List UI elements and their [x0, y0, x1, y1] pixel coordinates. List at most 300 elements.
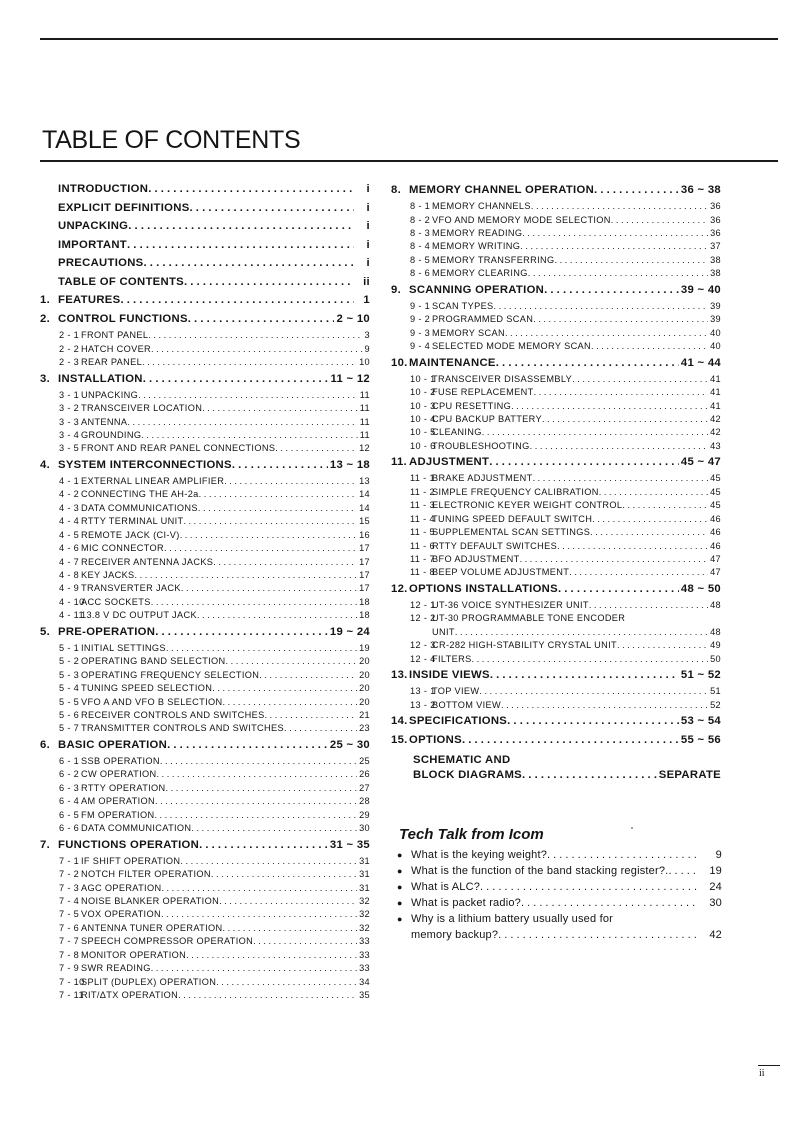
toc-page: 10 [359, 357, 370, 368]
dot-leader [202, 402, 358, 415]
bullet-icon: ● [397, 866, 403, 876]
toc-title: VOX OPERATION [81, 909, 161, 920]
toc-title: SELECTED MODE MEMORY SCAN [432, 341, 592, 352]
toc-page: 49 [710, 640, 721, 651]
toc-section[interactable] [391, 354, 721, 373]
toc-subsection[interactable] [40, 855, 370, 868]
toc-subsection[interactable] [40, 962, 370, 975]
toc-number: 7 - 2 [59, 869, 80, 880]
toc-section[interactable] [40, 291, 370, 310]
toc-subsection[interactable] [391, 499, 721, 512]
toc-title: PRE-OPERATION [58, 625, 156, 638]
toc-title: RTTY TERMINAL UNIT [81, 516, 184, 527]
dot-leader [521, 895, 698, 911]
toc-subsection[interactable] [391, 553, 721, 566]
toc-number: 11 - 6 [410, 540, 435, 551]
dot-leader [180, 529, 357, 542]
bullet-icon: ● [397, 882, 403, 892]
toc-page: 48 ~ 50 [680, 582, 721, 595]
toc-number: 8 - 2 [410, 214, 431, 225]
toc-title: CONNECTING THE AH-2a [81, 489, 199, 500]
toc-left-column [40, 180, 370, 1003]
toc-title: SYSTEM INTERCONNECTIONS [58, 458, 232, 471]
toc-title: CLEANING [432, 427, 482, 438]
toc-subsection[interactable] [391, 699, 721, 712]
toc-number: 6 - 6 [59, 823, 80, 834]
toc-page: 30 [359, 823, 370, 834]
toc-page: 31 [359, 882, 370, 893]
toc-subsection[interactable] [391, 440, 721, 453]
toc-page: 36 [710, 201, 721, 212]
toc-subsection[interactable] [40, 768, 370, 781]
toc-subsection[interactable] [40, 642, 370, 655]
tech-talk-item[interactable] [397, 879, 722, 895]
toc-number: 5. [40, 625, 51, 638]
toc-section[interactable] [391, 666, 721, 685]
page-number: ii [759, 1068, 765, 1079]
toc-subsection[interactable] [391, 240, 721, 253]
toc-subsection[interactable] [40, 669, 370, 682]
dot-leader [199, 836, 328, 855]
toc-section[interactable] [40, 623, 370, 642]
toc-section[interactable] [391, 181, 721, 200]
toc-page: 15 [359, 516, 370, 527]
toc-title: MONITOR OPERATION [81, 949, 187, 960]
toc-number: 5 - 7 [59, 723, 80, 734]
dot-leader [284, 722, 357, 735]
dot-leader [226, 655, 358, 668]
toc-number: 2. [40, 313, 51, 326]
toc-title: SIMPLE FREQUENCY CALIBRATION [432, 486, 599, 497]
toc-subsection[interactable] [391, 386, 721, 399]
toc-number: 3 - 4 [59, 429, 80, 440]
toc-subsection[interactable] [391, 472, 721, 485]
toc-title: REMOTE JACK (CI-V) [81, 529, 180, 540]
toc-subsection[interactable] [40, 949, 370, 962]
toc-number: 9 - 1 [410, 300, 431, 311]
toc-title: MEMORY SCAN [432, 327, 505, 338]
tech-talk-item[interactable] [397, 847, 722, 863]
dot-leader [141, 429, 357, 442]
toc-subsection[interactable] [40, 976, 370, 989]
tech-talk-page: 24 [709, 881, 722, 893]
dot-leader [223, 696, 358, 709]
toc-number: 7 - 6 [59, 922, 80, 933]
toc-title: OPTIONS INSTALLATIONS [409, 582, 558, 595]
toc-subsection[interactable] [391, 300, 721, 313]
toc-subsection[interactable] [40, 542, 370, 555]
toc-subsection[interactable] [391, 639, 721, 652]
toc-page: 42 [710, 413, 721, 424]
tech-talk-item[interactable] [397, 911, 722, 943]
toc-title: ELECTRONIC KEYER WEIGHT CONTROL [432, 500, 623, 511]
toc-section[interactable] [40, 254, 370, 272]
dot-leader [135, 569, 358, 582]
toc-subsection[interactable] [391, 267, 721, 280]
dot-leader [151, 962, 357, 975]
dot-leader [222, 922, 357, 935]
toc-title: HATCH COVER [81, 343, 152, 354]
toc-title: SPEECH COMPRESSOR OPERATION [81, 936, 254, 947]
toc-number: 9 - 4 [410, 341, 431, 352]
toc-title: BFO ADJUSTMENT [432, 554, 520, 564]
toc-page: 37 [710, 241, 721, 252]
toc-number: 8 - 6 [410, 268, 431, 279]
toc-title: FRONT AND REAR PANEL CONNECTIONS [81, 443, 276, 454]
toc-title: INITIAL SETTINGS [81, 642, 166, 653]
toc-section[interactable] [40, 180, 370, 199]
toc-page: 50 [710, 653, 721, 664]
toc-page: 42 [710, 427, 721, 438]
dot-leader [472, 653, 709, 666]
toc-subsection[interactable] [391, 486, 721, 499]
toc-page: 33 [359, 936, 370, 947]
page-number-rule [758, 1065, 780, 1066]
toc-page: 31 [359, 855, 370, 866]
toc-subsection[interactable] [40, 722, 370, 735]
toc-subsection[interactable] [391, 626, 721, 640]
toc-section[interactable] [40, 273, 370, 291]
dot-leader [144, 254, 354, 272]
toc-title: SWR READING [81, 963, 151, 974]
toc-title: TABLE OF CONTENTS [58, 275, 185, 288]
tech-talk-question: What is the keying weight? [411, 849, 548, 861]
toc-page: 33 [359, 963, 370, 974]
toc-number: 7 - 7 [59, 936, 80, 947]
toc-section[interactable] [391, 453, 721, 472]
toc-number: 3 - 2 [59, 403, 80, 414]
toc-subsection[interactable] [40, 755, 370, 768]
toc-number: 11 - 7 [410, 554, 435, 564]
tech-talk-body [411, 911, 722, 943]
toc-subsection[interactable] [391, 513, 721, 526]
toc-subsection[interactable] [391, 612, 721, 625]
toc-title: BASIC OPERATION [58, 738, 168, 751]
toc-subsection[interactable] [391, 685, 721, 698]
dot-leader [186, 949, 357, 962]
dot-leader [184, 273, 354, 291]
toc-subsection[interactable] [40, 609, 370, 622]
toc-subsection[interactable] [391, 373, 721, 386]
toc-number: 11 - 4 [410, 513, 435, 524]
toc-number: 6 - 5 [59, 809, 80, 820]
toc-section[interactable] [40, 456, 370, 475]
toc-subsection[interactable] [40, 882, 370, 895]
toc-title: CR-282 HIGH-STABILITY CRYSTAL UNIT [432, 640, 617, 651]
toc-section[interactable] [40, 217, 370, 235]
toc-title: RIT/ΔTX OPERATION [81, 990, 179, 1001]
toc-subsection[interactable] [391, 340, 721, 353]
toc-number: 6 - 3 [59, 782, 80, 793]
toc-title: UNPACKING [58, 220, 129, 233]
toc-title: FUNCTIONS OPERATION [58, 838, 200, 851]
toc-subsection[interactable] [391, 540, 721, 553]
toc-section[interactable] [391, 281, 721, 300]
toc-subsection[interactable] [391, 653, 721, 666]
toc-subsection[interactable] [40, 822, 370, 835]
toc-title: FEATURES [58, 294, 121, 307]
dot-leader [143, 370, 329, 389]
toc-subsection[interactable] [40, 416, 370, 429]
toc-title: INTRODUCTION [58, 183, 149, 195]
toc-number: 11 - 8 [410, 567, 435, 578]
toc-page: 41 [710, 387, 721, 398]
toc-section[interactable] [40, 199, 370, 217]
print-speck [631, 827, 633, 829]
toc-title: OPTIONS [409, 734, 462, 747]
toc-number: 7 - 10 [59, 976, 85, 987]
toc-page: 36 [710, 227, 721, 238]
toc-title: ACC SOCKETS [81, 596, 151, 607]
toc-title: UT-36 VOICE SYNTHESIZER UNIT [432, 599, 589, 610]
toc-title: RECEIVER ANTENNA JACKS [81, 556, 214, 567]
toc-section[interactable] [391, 731, 721, 750]
toc-number: 7 - 1 [59, 855, 80, 866]
toc-subsection[interactable] [40, 655, 370, 668]
dot-leader [191, 822, 357, 835]
toc-title: PRECAUTIONS [58, 257, 144, 270]
toc-subsection[interactable] [391, 413, 721, 426]
toc-page: 51 ~ 52 [680, 669, 721, 682]
toc-subsection[interactable] [391, 599, 721, 612]
toc-subsection[interactable] [40, 356, 370, 369]
dot-leader [127, 236, 354, 254]
dot-leader [161, 882, 357, 895]
toc-section[interactable] [391, 580, 721, 599]
toc-number: 2 - 3 [59, 357, 80, 368]
toc-number: 3 - 5 [59, 443, 80, 454]
toc-title: ANTENNA TUNER OPERATION [81, 922, 223, 933]
toc-page: 46 [710, 540, 721, 551]
toc-page: 1 [363, 294, 370, 307]
toc-subsection[interactable] [40, 868, 370, 881]
toc-page: 12 [359, 443, 370, 454]
toc-subsection[interactable] [40, 989, 370, 1002]
toc-page: 48 [710, 626, 721, 637]
toc-title: BEEP VOLUME ADJUSTMENT [432, 567, 570, 578]
dot-leader [161, 908, 357, 921]
toc-section[interactable] [40, 836, 370, 855]
toc-number: 7 - 9 [59, 963, 80, 974]
toc-title: TROUBLESHOOTING [432, 440, 530, 451]
toc-section[interactable] [391, 712, 721, 731]
tech-talk-item[interactable] [397, 895, 722, 911]
toc-page: 9 [364, 343, 370, 354]
toc-subsection[interactable] [40, 329, 370, 342]
dot-leader [480, 879, 698, 895]
dot-leader [599, 486, 708, 499]
toc-number: 5 - 4 [59, 683, 80, 694]
toc-number: 4 - 1 [59, 475, 80, 486]
toc-title: MEMORY CHANNEL OPERATION [409, 184, 595, 196]
dot-leader [490, 666, 679, 685]
toc-subsection[interactable] [40, 922, 370, 935]
dot-leader [213, 556, 357, 569]
toc-subsection[interactable] [40, 809, 370, 822]
toc-number: 5 - 5 [59, 696, 80, 707]
dot-leader [533, 313, 708, 326]
toc-title: FILTERS [432, 653, 472, 664]
toc-page: 20 [359, 683, 370, 694]
toc-subsection[interactable] [40, 895, 370, 908]
toc-number: 3 - 3 [59, 416, 80, 427]
toc-page: 43 [710, 440, 721, 451]
toc-subsection[interactable] [40, 402, 370, 415]
dot-leader [151, 343, 362, 356]
tech-talk-list [397, 847, 722, 943]
toc-subsection[interactable] [40, 488, 370, 501]
title-rule [40, 160, 778, 162]
toc-number: 3. [40, 372, 51, 385]
toc-subsection[interactable] [40, 429, 370, 442]
toc-number: 13. [391, 669, 408, 682]
toc-subsection[interactable] [40, 442, 370, 455]
dot-leader [572, 373, 708, 386]
toc-number: 10 - 3 [410, 400, 436, 411]
toc-title: EXPLICIT DEFINITIONS [58, 202, 190, 215]
toc-number: 7 - 8 [59, 949, 80, 960]
dot-leader [501, 699, 708, 712]
toc-title: GROUNDING [81, 429, 142, 440]
dot-leader [199, 488, 357, 501]
dot-leader [668, 863, 698, 879]
toc-subsection[interactable] [40, 709, 370, 722]
toc-title: VFO AND MEMORY MODE SELECTION [432, 214, 611, 225]
toc-title: SPLIT (DUPLEX) OPERATION [81, 976, 217, 987]
dot-leader [558, 580, 679, 599]
toc-page: 11 ~ 12 [330, 372, 370, 385]
tech-talk-item[interactable] [397, 863, 722, 879]
toc-section[interactable] [40, 736, 370, 755]
toc-subsection[interactable] [40, 502, 370, 515]
toc-page: 45 [710, 473, 721, 484]
toc-page: 25 [359, 755, 370, 766]
dot-leader [275, 442, 357, 455]
toc-number: 10 - 5 [410, 427, 436, 438]
toc-page: 39 [710, 314, 721, 325]
toc-subsection[interactable] [40, 596, 370, 609]
dot-leader [160, 755, 357, 768]
toc-subsection[interactable] [40, 696, 370, 709]
toc-subsection[interactable] [40, 529, 370, 542]
toc-page: 17 [359, 583, 370, 594]
toc-subsection[interactable] [40, 935, 370, 948]
toc-title: NOTCH FILTER OPERATION [81, 869, 211, 880]
toc-subsection[interactable] [40, 515, 370, 528]
bullet-icon: ● [397, 850, 403, 860]
toc-page: 39 [710, 300, 721, 311]
toc-number: 9. [391, 283, 402, 296]
dot-leader [166, 782, 358, 795]
toc-subsection[interactable] [40, 556, 370, 569]
toc-subsection[interactable] [40, 389, 370, 402]
toc-subsection[interactable] [40, 343, 370, 356]
toc-page: 45 ~ 47 [680, 456, 721, 469]
toc-section[interactable] [40, 236, 370, 254]
dot-leader [155, 795, 357, 808]
dot-leader [180, 855, 357, 868]
toc-page: SEPARATE [658, 768, 721, 781]
toc-subsection[interactable] [391, 526, 721, 539]
toc-title: PROGRAMMED SCAN [432, 314, 534, 325]
dot-leader [511, 400, 708, 413]
toc-subsection[interactable] [40, 475, 370, 488]
dot-leader [190, 199, 354, 217]
toc-title: CPU RESETTING [432, 400, 512, 411]
toc-title: UT-30 PROGRAMMABLE TONE ENCODER [432, 613, 626, 624]
toc-number: 7 - 5 [59, 909, 80, 920]
toc-schematic-entry[interactable] [391, 753, 721, 782]
toc-number: 4 - 10 [59, 596, 85, 607]
toc-title: AGC OPERATION [81, 882, 162, 893]
toc-number: 4 - 4 [59, 516, 80, 527]
toc-section[interactable] [40, 310, 370, 329]
toc-subsection[interactable] [40, 795, 370, 808]
tech-talk-body [411, 847, 722, 863]
toc-page: 31 ~ 35 [329, 838, 370, 851]
toc-number: 2 - 2 [59, 343, 80, 354]
toc-title: TUNING SPEED DEFAULT SWITCH [432, 513, 593, 524]
dot-leader [489, 453, 679, 472]
toc-section[interactable] [40, 370, 370, 389]
toc-subsection[interactable] [40, 569, 370, 582]
toc-subsection[interactable] [391, 313, 721, 326]
toc-page: 46 [710, 513, 721, 524]
toc-number: 8 - 3 [410, 227, 431, 238]
toc-title: SPECIFICATIONS [409, 715, 508, 728]
dot-leader [498, 927, 698, 943]
toc-right-column [391, 181, 721, 782]
toc-number: 4 - 3 [59, 502, 80, 513]
toc-number: 4 - 5 [59, 529, 80, 540]
toc-subsection[interactable] [391, 426, 721, 439]
toc-subsection[interactable] [391, 214, 721, 227]
dot-leader [494, 300, 709, 313]
toc-subsection[interactable] [391, 227, 721, 240]
toc-number: 12 - 2 [410, 613, 436, 624]
toc-page: 33 [359, 949, 370, 960]
toc-subsection[interactable] [40, 908, 370, 921]
toc-number: 12 - 1 [410, 599, 436, 610]
dot-leader [479, 685, 708, 698]
toc-number: 5 - 6 [59, 710, 80, 721]
toc-subsection[interactable] [391, 566, 721, 579]
dot-leader [197, 609, 357, 622]
toc-subsection[interactable] [391, 254, 721, 267]
toc-title: IMPORTANT [58, 238, 128, 251]
toc-title: IF SHIFT OPERATION [81, 855, 181, 866]
toc-title: NOISE BLANKER OPERATION [81, 896, 220, 907]
toc-number: 4. [40, 458, 51, 471]
toc-subsection[interactable] [391, 327, 721, 340]
toc-page: 53 ~ 54 [680, 715, 721, 728]
toc-page: 17 [359, 569, 370, 580]
toc-page: 20 [359, 669, 370, 680]
toc-page: 11 [359, 403, 370, 414]
toc-title: MIC CONNECTOR [81, 543, 164, 554]
toc-subsection[interactable] [40, 582, 370, 595]
toc-subsection[interactable] [391, 400, 721, 413]
dot-leader [164, 542, 357, 555]
toc-page: 19 ~ 24 [329, 625, 370, 638]
toc-page: 47 [710, 567, 721, 578]
toc-number: 8 - 1 [410, 201, 431, 212]
toc-number: 13 - 2 [410, 699, 436, 710]
toc-subsection[interactable] [40, 782, 370, 795]
toc-subsection[interactable] [391, 200, 721, 213]
toc-subsection[interactable] [40, 682, 370, 695]
toc-page: i [366, 202, 370, 215]
